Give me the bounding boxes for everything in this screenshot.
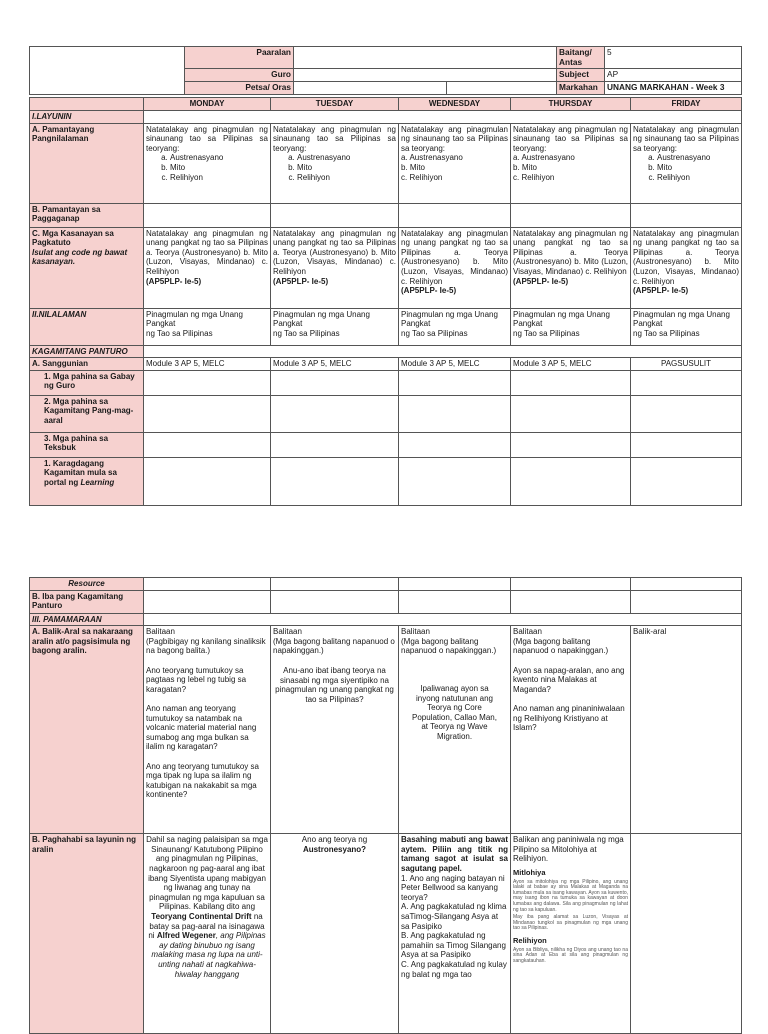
pp-item: a. Austrenasyano (513, 153, 575, 163)
row-label-balik-aral (30, 626, 144, 834)
pp-friday (631, 123, 742, 203)
markahan-value: UNANG MARKAHAN - Week 3 (605, 82, 742, 95)
ks-code: (AP5PLP- Ie-5) (513, 276, 569, 286)
learning-label: Learning (80, 477, 115, 487)
pp-item: a. Austrenasyano (657, 153, 739, 163)
ba-tuesday (271, 626, 399, 834)
nl-thursday: Pinagmulan ng mga Unang Pangkat ng Tao sa Pilipinas (511, 308, 631, 345)
letter-a: A. (32, 627, 40, 637)
iba-pang-label: Iba pang Kagamitang Panturo (32, 591, 124, 611)
pg-tuesday (271, 203, 399, 227)
cell (399, 457, 511, 505)
teksbuk-label: Mga pahina sa Teksbuk (44, 433, 109, 453)
pp-intro: Natatalakay ang pinagmulan ng sinaunang tao sa Pilipinas sa teoryang: (633, 124, 739, 153)
pg-wednesday (399, 203, 511, 227)
ph-tue-a: Ano ang teorya ng (301, 835, 368, 845)
pp-intro: Natatalakay ang pinagmulan ng sinaunang tao sa Pilipinas sa teoryang: (273, 124, 396, 153)
pp-intro: Natatalakay ang pinagmulan ng sinaunang tao sa Pilipinas sa teoryang: (401, 124, 508, 153)
sg-wednesday: Module 3 AP 5, MELC (399, 358, 511, 371)
layunin-span (144, 111, 742, 124)
pg-thursday (511, 203, 631, 227)
petsa-label: Petsa/ Oras (185, 82, 294, 95)
row-label-gabay (30, 370, 144, 395)
cell (399, 370, 511, 395)
row-label-karagdagang (30, 457, 144, 505)
kagamitan-span (144, 345, 742, 358)
subject-label: Subject (557, 69, 605, 82)
ph-thursday (511, 834, 631, 1034)
karagdagang-label: Karagdagang Kagamitan mula sa portal ng (44, 458, 117, 487)
ba-wed-a: Balitaan (Mga bagong balitang napanuod o napakinggan.) (401, 627, 497, 656)
ph-friday (631, 834, 742, 1034)
nl-friday: Pinagmulan ng mga Unang Pangkat ng Tao sa Pilipinas (631, 308, 742, 345)
petsa-value (294, 82, 447, 95)
cell (271, 457, 399, 505)
pp-item: c. Relihiyon (401, 172, 443, 182)
sg-friday: PAGSUSULIT (631, 358, 742, 371)
pg-monday (144, 203, 271, 227)
ph-wed-bold: Basahing mabuti ang bawat aytem. Piliin ang titik ng tamang sagot at isulat sa sagutang papel. (401, 835, 508, 873)
cell (631, 578, 742, 591)
num-1: 1. (44, 371, 51, 381)
section-pamamaraan: III. PAMAMARAAN (30, 613, 144, 626)
section-nilalaman: II.NILALAMAN (30, 308, 144, 345)
cell (271, 395, 399, 432)
letter-b: B. (32, 591, 40, 601)
paghahabi-label: Paghahabi sa layunin ng aralin (32, 835, 137, 854)
ba-monday: Balitaan (Pagbibigay ng kanilang sinaliksik na bagong balita.) Ano teoryang tumutukoy sa pagtaas ng lebel ng tubig sa karagatan? Ano naman ang teoryang tumutukoy sa natambak na volcanic material material nang sumabog ang mga bulkan sa ilalim ng karagatan? Ano ang teoryang tumutukoy sa mga tipak ng lupa sa ilalim ng katubigan na nakakabit sa mga kontinente? (144, 626, 271, 834)
section-kagamitan: KAGAMITANG PANTURO (30, 345, 144, 358)
cell (631, 395, 742, 432)
row-label-sanggunian (30, 358, 144, 371)
kasanayan-note: Isulat ang code ng bawat kasanayan. (32, 247, 128, 267)
ph-monday (144, 834, 271, 1034)
ph-thu-mini1: Ayon sa mitolohiya ng mga Pilipino, ang unang lalaki at babae ay sina Malakas at Maganda na lumabas mula sa isang kawayan. Ayon sa kuwento, may isang ibon na tumuka sa kawayan at doon lumabas ang dalawa. Sila ang pinagmulan ng lahat ng tao sa kapuluan. (513, 878, 628, 913)
ph-mon-bold2: Alfred Wegener (156, 931, 216, 941)
cell (631, 432, 742, 457)
pp-item: c. Relihiyon (513, 172, 555, 182)
letter-c: C. (32, 228, 40, 238)
ph-tue-b: Austronesyano? (302, 844, 367, 854)
pamantayang-label: Pamantayang Pangnilalaman (32, 124, 95, 144)
row-label-resource: Resource (30, 578, 144, 591)
row-label-pamantayan-sa-pagganap (30, 203, 144, 227)
baitang-label: Baitang/ Antas (557, 47, 605, 69)
letter-a: A. (32, 359, 40, 369)
baitang-value: 5 (605, 47, 742, 69)
pp-item: c. Relihiyon (297, 173, 396, 183)
ph-mon-bold: Teoryang Continental Drift (151, 911, 252, 921)
ba-wednesday (399, 626, 511, 834)
gabay-label: Mga pahina sa Gabay ng Guro (44, 371, 135, 391)
ph-wednesday (399, 834, 511, 1034)
guro-label: Guro (185, 69, 294, 82)
cell (631, 590, 742, 613)
corner-cell (30, 98, 144, 111)
sg-thursday: Module 3 AP 5, MELC (511, 358, 631, 371)
lesson-table-page2 (29, 577, 742, 1034)
pagganap-label: Pamantayan sa Paggaganap (32, 204, 101, 224)
cell (511, 590, 631, 613)
cell (144, 578, 271, 591)
lesson-table-page1 (29, 97, 742, 506)
header-table (29, 46, 742, 95)
pp-item: b. Mito (657, 163, 739, 173)
pp-item: a. Austrenasyano (401, 153, 463, 163)
ph-thu-mini2: May iba pang alamat sa Luzon, Visayas at Mindanao tungkol sa pinagmulan ng mga unang tao sa Pilipinas. (513, 914, 628, 932)
ks-text: Natatalakay ang pinagmulan ng unang pangkat ng tao sa Pilipinas a. Teorya (Austronesyano) b. Mito (Luzon, Visayas, Mindanao) c. Relihiyon (401, 228, 508, 286)
day-header-friday: FRIDAY (631, 98, 742, 111)
cell (271, 432, 399, 457)
day-header-wednesday: WEDNESDAY (399, 98, 511, 111)
cell (399, 590, 511, 613)
ks-code: (AP5PLP- Ie-5) (273, 276, 329, 286)
sg-tuesday: Module 3 AP 5, MELC (271, 358, 399, 371)
ks-code: (AP5PLP- Ie-5) (633, 286, 689, 296)
cell (144, 395, 271, 432)
section-layunin: I.LAYUNIN (30, 111, 144, 124)
pp-item: c. Relihiyon (170, 173, 268, 183)
balik-aral-label: Balik-Aral sa nakaraang aralin at/o pagsisimula ng bagong aralin. (32, 627, 133, 656)
pp-item: b. Mito (170, 163, 268, 173)
ba-friday: Balik-aral (631, 626, 742, 834)
nl-tuesday: Pinagmulan ng mga Unang Pangkat ng Tao sa Pilipinas (271, 308, 399, 345)
oras-value (447, 82, 557, 95)
ks-text: Natatalakay ang pinagmulan ng unang pangkat ng tao sa Pilipinas a. Teorya (Austronesyano) b. Mito (Luzon, Visayas, Mindanao) c. Relihiyon (513, 228, 628, 276)
pg-friday (631, 203, 742, 227)
ph-mon-1: Dahil sa naging palaisipan sa mga Sinaunang/ Katutubong Pilipino ang pinagmulan ng Pilipinas, nagkaroon ng pag-aaral ang ibat ibang Siyentista upang mabigyan ng liwanag ang tunay na pinagmulan ng mga kapuluan sa Pilipinas. Kabilang dito ang (146, 835, 268, 912)
sanggunian-label: Sanggunian (42, 359, 89, 369)
row-label-teksbuk (30, 432, 144, 457)
nl-monday: Pinagmulan ng mga Unang Pangkat ng Tao sa Pilipinas (144, 308, 271, 345)
ks-wednesday (399, 227, 511, 308)
num-2: 2. (44, 396, 51, 406)
ks-code: (AP5PLP- Ie-5) (146, 276, 202, 286)
pp-intro: Natatalakay ang pinagmulan ng sinaunang tao sa Pilipinas sa teoryang: (146, 124, 268, 153)
guro-value (294, 69, 557, 82)
row-label-paghahabi (30, 834, 144, 1034)
ks-monday (144, 227, 271, 308)
pp-item: a. Austrenasyano (170, 153, 268, 163)
pp-item: b. Mito (297, 163, 396, 173)
day-header-thursday: THURSDAY (511, 98, 631, 111)
ks-thursday (511, 227, 631, 308)
cell (631, 457, 742, 505)
ph-mon-3: , ang Pilipinas ay dating binubuo ng isang malaking masa ng lupa na unti-unting nahati at nagkahiwa-hiwalay hanggang (151, 931, 266, 979)
cell (271, 590, 399, 613)
ph-thu-h2: Relihiyon (513, 935, 547, 945)
ph-wed-rest: 1. Ano ang naging batayan ni Peter Bellwood sa kanyang teorya? A. Ang pagkakatulad ng klima saTimog-Silangang Asya at sa Pasipiko B. Ang pagkakatulad ng pamahiin sa Timog Silangang Asya at sa Pasipiko C. Ang pagkakatulad ng kulay ng balat ng mga tao (401, 873, 507, 979)
num-3: 3. (44, 433, 51, 443)
cell (399, 395, 511, 432)
pp-item: c. Relihiyon (657, 173, 739, 183)
paaralan-label: Paaralan (185, 47, 294, 69)
day-header-monday: MONDAY (144, 98, 271, 111)
markahan-label: Markahan (557, 82, 605, 95)
pp-wednesday (399, 123, 511, 203)
day-header-tuesday: TUESDAY (271, 98, 399, 111)
ks-text: Natatalakay ang pinagmulan ng unang pangkat ng tao sa Pilipinas a. Teorya (Austronesyano) b. Mito (Luzon, Visayas, Mindanao) c. Relihiyon (633, 228, 739, 286)
ba-thursday: Balitaan (Mga bagong balitang napanuod o napakinggan.) Ayon sa napag-aralan, ano ang kwento nina Malakas at Maganda? Ano naman ang pinaniniwalaan ng Relihiyong Kristiyano at Islam? (511, 626, 631, 834)
letter-b: B. (32, 835, 40, 845)
cell (631, 370, 742, 395)
pp-intro: Natatalakay ang pinagmulan ng sinaunang tao sa Pilipinas sa teoryang: (513, 124, 628, 153)
row-label-kasanayan (30, 227, 144, 308)
nl-wednesday: Pinagmulan ng mga Unang Pangkat ng Tao sa Pilipinas (399, 308, 511, 345)
header-blank (30, 47, 185, 95)
kasanayan-label: Mga Kasanayan sa Pagkatuto (32, 228, 114, 248)
paaralan-value (294, 47, 557, 69)
cell (399, 578, 511, 591)
cell (144, 370, 271, 395)
letter-a: A. (32, 124, 40, 134)
ph-mon-2: na batay sa pag-aaral na isinagawa ni (148, 911, 265, 941)
subject-value: AP (605, 69, 742, 82)
ba-tue-b: Anu-ano ibat ibang teorya na sinasabi ng mga siyentipiko na pinagmulan ng unang pangkat ng tao sa Pilipinas? (275, 665, 394, 704)
ph-tuesday (271, 834, 399, 1034)
ba-tue-a: Balitaan (Mga bagong balitang napanuod o napakinggan.) (273, 627, 395, 656)
cell (271, 370, 399, 395)
cell (511, 395, 631, 432)
cell (271, 578, 399, 591)
cell (144, 432, 271, 457)
pp-tuesday (271, 123, 399, 203)
letter-b: B. (32, 204, 40, 214)
ks-tuesday (271, 227, 399, 308)
pp-item: b. Mito (401, 162, 426, 172)
cell (144, 457, 271, 505)
num-4: 1. (44, 458, 51, 468)
ks-code: (AP5PLP- Ie-5) (401, 286, 457, 296)
ks-friday (631, 227, 742, 308)
ph-thu-mini3: Ayon sa Bibliya, nilikha ng Diyos ang unang tao na sina Adan at Eba at sila ang pinagmulan ng sangkatauhan. (513, 946, 628, 964)
row-label-pamantayang-pangnilalaman (30, 123, 144, 203)
ba-wed-b: Ipaliwanag ayon sa inyong natutunan ang Teorya ng Core Population, Callao Man, at Teorya ng Wave Migration. (412, 683, 497, 741)
pp-item: b. Mito (513, 162, 538, 172)
cell (511, 578, 631, 591)
cell (511, 457, 631, 505)
pp-thursday (511, 123, 631, 203)
sg-monday: Module 3 AP 5, MELC (144, 358, 271, 371)
row-label-kagamitang-mag-aaral (30, 395, 144, 432)
pp-monday (144, 123, 271, 203)
pp-item: a. Austrenasyano (297, 153, 396, 163)
cell (144, 590, 271, 613)
ks-text: Natatalakay ang pinagmulan ng unang pangkat ng tao sa Pilipinas a. Teorya (Austronesyano) b. Mito (Luzon, Visayas, Mindanao) c. Relihiyon (146, 228, 268, 276)
cell (399, 432, 511, 457)
ks-text: Natatalakay ang pinagmulan ng unang pangkat ng tao sa Pilipinas a. Teorya (Austronesyano) b. Mito (Luzon, Visayas, Mindanao) c. Relihiyon (273, 228, 396, 276)
pamamaraan-span (144, 613, 742, 626)
mag-aaral-label: Mga pahina sa Kagamitang Pang-mag-aaral (44, 396, 134, 425)
cell (511, 370, 631, 395)
ph-thu-h1: Mitlohiya (513, 867, 546, 877)
ph-thu-intro: Balikan ang paniniwala ng mga Pilipino sa Mitolohiya at Relihiyon. (513, 835, 624, 864)
cell (511, 432, 631, 457)
row-label-iba-pang (30, 590, 144, 613)
